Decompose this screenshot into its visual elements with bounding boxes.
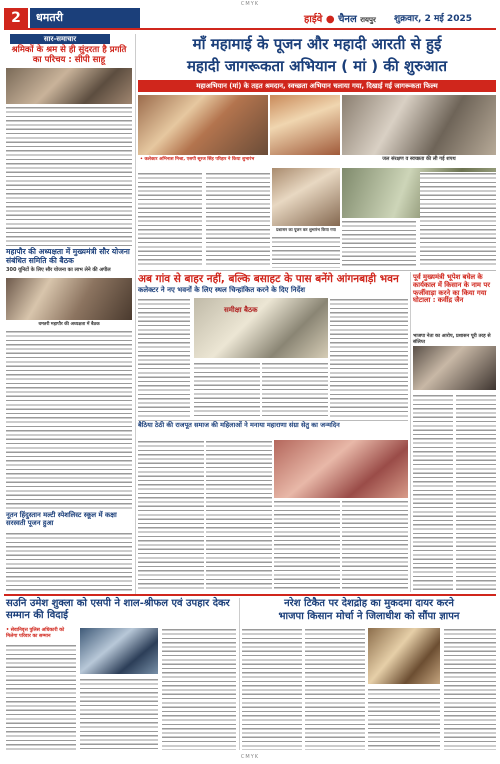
bottom-column-divider [239, 598, 240, 750]
tikait-body-col3 [368, 688, 440, 750]
section-divider-1 [138, 270, 496, 271]
tikait-body-col1 [242, 628, 302, 750]
masthead-brand: हाईवे ● चैनल रायपुर [304, 14, 376, 25]
brand-city: रायपुर [360, 16, 376, 24]
right-column-divider [410, 272, 411, 592]
main-headline-line1: माँ महामाई के पूजन और महादी आरती से हुई [192, 35, 442, 53]
politician-photo [413, 346, 496, 390]
main-story-body-col2 [206, 172, 270, 268]
birthday-body-col2 [206, 440, 272, 590]
top-photo-caption-right: जल संरक्षण व स्वच्छता की ली गई शपथ [382, 156, 456, 162]
crowd-photo [342, 95, 496, 155]
bottom-divider [4, 594, 496, 596]
issue-date: शुक्रवार, 2 मई 2025 [394, 14, 472, 24]
left-story2-subheadline: 300 यूनिटों के लिए सौर योजना का लाभ लेने की अपील [6, 267, 111, 273]
memorandum-photo [368, 628, 440, 684]
left-story1-body [6, 106, 132, 246]
main-story-body-col3 [272, 236, 340, 268]
retirement-body-col1 [6, 644, 76, 750]
brand-channel: चैनल [338, 14, 357, 25]
right-story-lead: भाजपा नेता का आरोप, प्रशासन पूरी तरह से संलिप्त [413, 334, 491, 345]
right-story-body-col2 [456, 394, 496, 590]
column-divider [135, 34, 136, 594]
workers-event-photo [6, 68, 132, 104]
retirement-headline: सउनि उमेश शुक्ला को एसपी ने शाल-श्रीफल एवं उपहार देकर सम्मान की विदाई [6, 598, 230, 621]
aarti-photo [270, 95, 340, 155]
section-title: धमतरी [30, 8, 140, 28]
tikait-headline: नरेश टिकैत पर देशद्रोह का मुकदमा दायर करने [284, 598, 454, 609]
birthday-body-col4 [342, 500, 408, 590]
meeting-banner-text: समीक्षा बैठक [224, 306, 258, 314]
brand-highway: हाईवे [304, 14, 323, 25]
ritual-photo-caption: प्रशासन का पूजन कर शुभारंभ किया गया [276, 227, 336, 232]
main-subheadline: महाअभियान (मां) के तहत श्रमदान, स्वच्छता अभियान चलाया गया, दिखाई गई जागरूकता फिल्म [138, 80, 496, 92]
left-story2-caption: धमतरी महापौर की अध्यक्षता में बैठक [38, 322, 100, 327]
anganwadi-subheadline: कलेक्टर ने नए भवनों के लिए स्थल चिन्हांकित करने के दिए निर्देश [138, 286, 306, 294]
tikait-body-col4 [444, 628, 496, 750]
ritual-photo [272, 168, 340, 226]
main-story-body-col4 [342, 220, 416, 268]
puja-photo [138, 95, 268, 155]
anganwadi-body-col4 [330, 298, 408, 418]
top-photo-caption-left: • कलेक्टर अभिनाश मिश्रा, एसपी सूरज सिंह परिहार ने किया शुभारंभ [140, 157, 255, 162]
cmyk-mark-top: CMYK [240, 1, 260, 7]
main-headline-line2: महादी जागरूकता अभियान ( मां ) की शुरुआत [186, 57, 448, 75]
birthday-body-col3 [274, 500, 340, 590]
cmyk-mark-bottom: CMYK [240, 754, 260, 760]
page-number: 2 [4, 8, 28, 28]
birthday-body-col1 [138, 440, 204, 590]
left-story2-body [6, 330, 132, 510]
tikait-body-col2 [305, 628, 365, 750]
retirement-caption: • सेवानिवृत्त पुलिस अधिकारी को मिलेगा परिवार का सम्मान [6, 628, 65, 639]
meeting-photo [6, 278, 132, 320]
tikait-headline-2: भाजपा किसान मोर्चा ने जिलाधीश को सौंपा ज्ञापन [278, 611, 460, 622]
honour-photo [80, 628, 158, 674]
section-tag: सार-समाचार [10, 34, 110, 44]
main-story-body-col5 [420, 172, 496, 268]
main-story-body-col1 [138, 172, 202, 268]
left-story2-headline: महापौर की अध्यक्षता में मुख्यमंत्री सौर योजना संबंधित समिति की बैठक [6, 247, 130, 265]
anganwadi-body-col3 [262, 362, 328, 418]
birthday-headline: बैठिया ठेठी की राजपूत समाज की महिलाओं ने मनाया महाराणा संग्रा सेतु का जन्मदिन [138, 421, 340, 429]
retirement-body-col2 [80, 678, 158, 750]
left-story3-headline: नूतन हिंदुस्तान मल्टी स्पेशलिस्ट स्कूल में कक्षा सरस्वती पूजन हुआ [6, 511, 117, 527]
right-story-headline: पूर्व मुख्यमंत्री भूपेश बघेल के कार्यकाल में किसान के नाम पर फर्जीवाड़ा करने का किया गया घोटाला : कवींद्र जैन [413, 273, 490, 305]
left-story3-body [6, 532, 132, 592]
anganwadi-body-col2 [194, 362, 260, 418]
retirement-body-col3 [162, 628, 236, 750]
page-header [4, 8, 496, 30]
anganwadi-headline: अब गांव से बाहर नहीं, बल्कि बसाहट के पास बनेंगे आंगनबाड़ी भवन [138, 273, 399, 285]
right-story-body-col1 [413, 394, 453, 590]
anganwadi-body-col1 [138, 298, 190, 418]
review-meeting-photo [194, 298, 328, 358]
left-story1-headline: श्रमिकों के श्रम से ही सुंदरता है प्रगति का परिचय : सीपी साहू [11, 45, 127, 65]
women-group-photo [274, 440, 408, 498]
